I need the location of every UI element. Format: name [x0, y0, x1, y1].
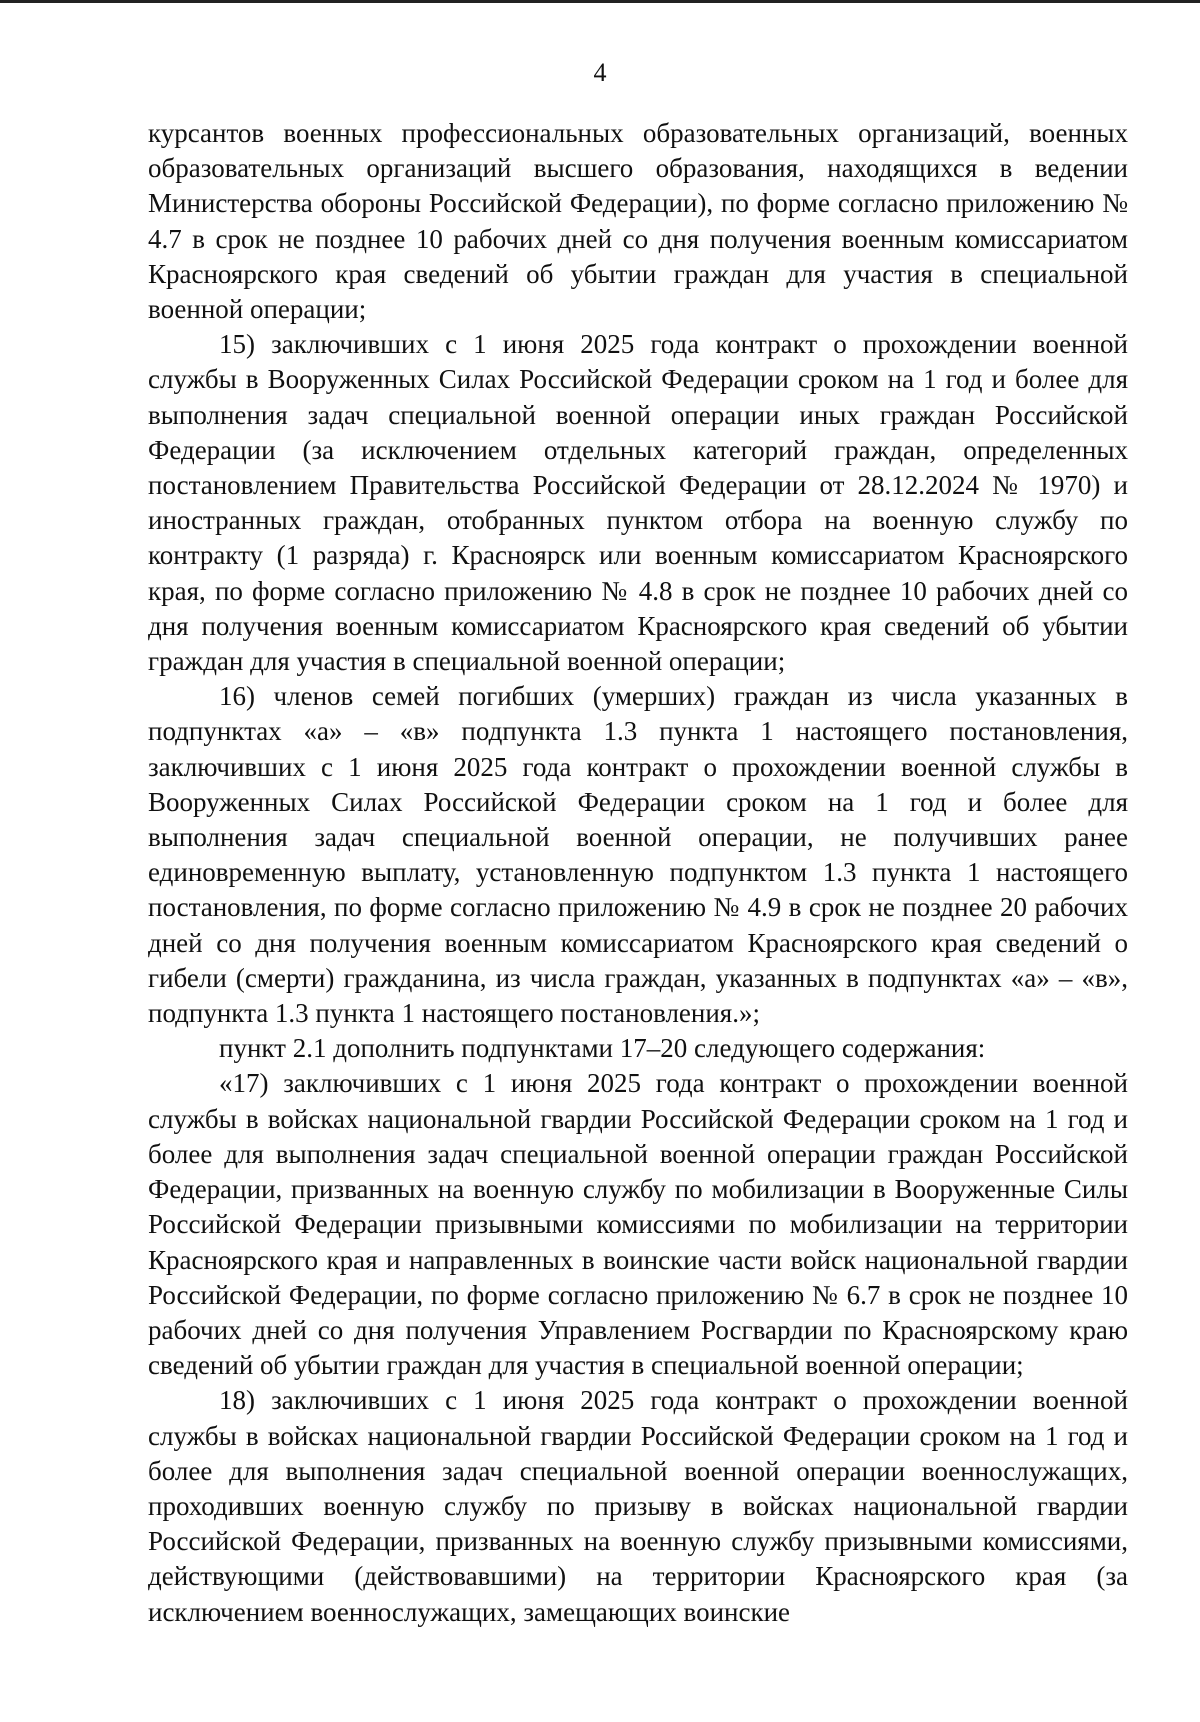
paragraph-clause-2-1: пункт 2.1 дополнить подпунктами 17–20 следующего содержания: [219, 1033, 986, 1064]
page-number: 4 [593, 58, 607, 87]
paragraph-item-17: «17) заключивших с 1 июня 2025 года контракт о прохождении военной службы в войсках национальной гвардии Российской Федерации сроком на 1 год и более для выполнения задач специальной военной операции граждан Российской Федерации, призванных на военную службу по мобилизации в Вооруженные Силы Российской Федерации призывными комиссиями по мобилизации на территории Красноярского края и направленных в воинские части войск национальной гвардии Российской Федерации, по форме согласно приложению № 6.7 в срок не позднее 10 рабочих дней со дня получения Управлением Росгвардии по Красноярскому краю сведений об убытии граждан для участия в специальной военной операции; [148, 1068, 1128, 1381]
paragraph-continuation: курсантов военных профессиональных образовательных организаций, военных образовательных организаций высшего образования, находящихся в ведении Министерства обороны Российской Федерации), по форме согласно приложению № 4.7 в срок не позднее 10 рабочих дней со дня получения военным комиссариатом Красноярского края сведений об убытии граждан для участия в специальной военной операции; [148, 118, 1128, 325]
top-edge-rule [0, 0, 1200, 3]
paragraph-item-16: 16) членов семей погибших (умерших) граждан из числа указанных в подпунктах «а» – «в» подпункта 1.3 пункта 1 настоящего постановления, заключивших с 1 июня 2025 года контракт о прохождении военной службы в Вооруженных Силах Российской Федерации сроком на 1 год и более для выполнения задач специальной военной операции, не получивших ранее единовременную выплату, установленную подпунктом 1.3 пункта 1 настоящего постановления, по форме согласно приложению № 4.9 в срок не позднее 20 рабочих дней со дня получения военным комиссариатом Красноярского края сведений о гибели (смерти) гражданина, из числа граждан, указанных в подпунктах «а» – «в», подпункта 1.3 пункта 1 настоящего постановления.»; [148, 681, 1128, 1029]
document-body [148, 116, 1128, 1630]
paragraph-item-15: 15) заключивших с 1 июня 2025 года контракт о прохождении военной службы в Вооруженных Силах Российской Федерации сроком на 1 год и более для выполнения задач специальной военной операции иных граждан Российской Федерации (за исключением отдельных категорий граждан, определенных постановлением Правительства Российской Федерации от 28.12.2024 № 1970) и иностранных граждан, отобранных пунктом отбора на военную службу по контракту (1 разряда) г. Красноярск или военным комиссариатом Красноярского края, по форме согласно приложению № 4.8 в срок не позднее 10 рабочих дней со дня получения военным комиссариатом Красноярского края сведений об убытии граждан для участия в специальной военной операции; [148, 329, 1128, 677]
paragraph-item-18: 18) заключивших с 1 июня 2025 года контракт о прохождении военной службы в войсках национальной гвардии Российской Федерации сроком на 1 год и более для выполнения задач специальной военной операции военнослужащих, проходивших военную службу по призыву в войсках национальной гвардии Российской Федерации, призванных на военную службу призывными комиссиями, действующими (действовавшими) на территории Красноярского края (за исключением военнослужащих, замещающих воинские [148, 1385, 1128, 1627]
